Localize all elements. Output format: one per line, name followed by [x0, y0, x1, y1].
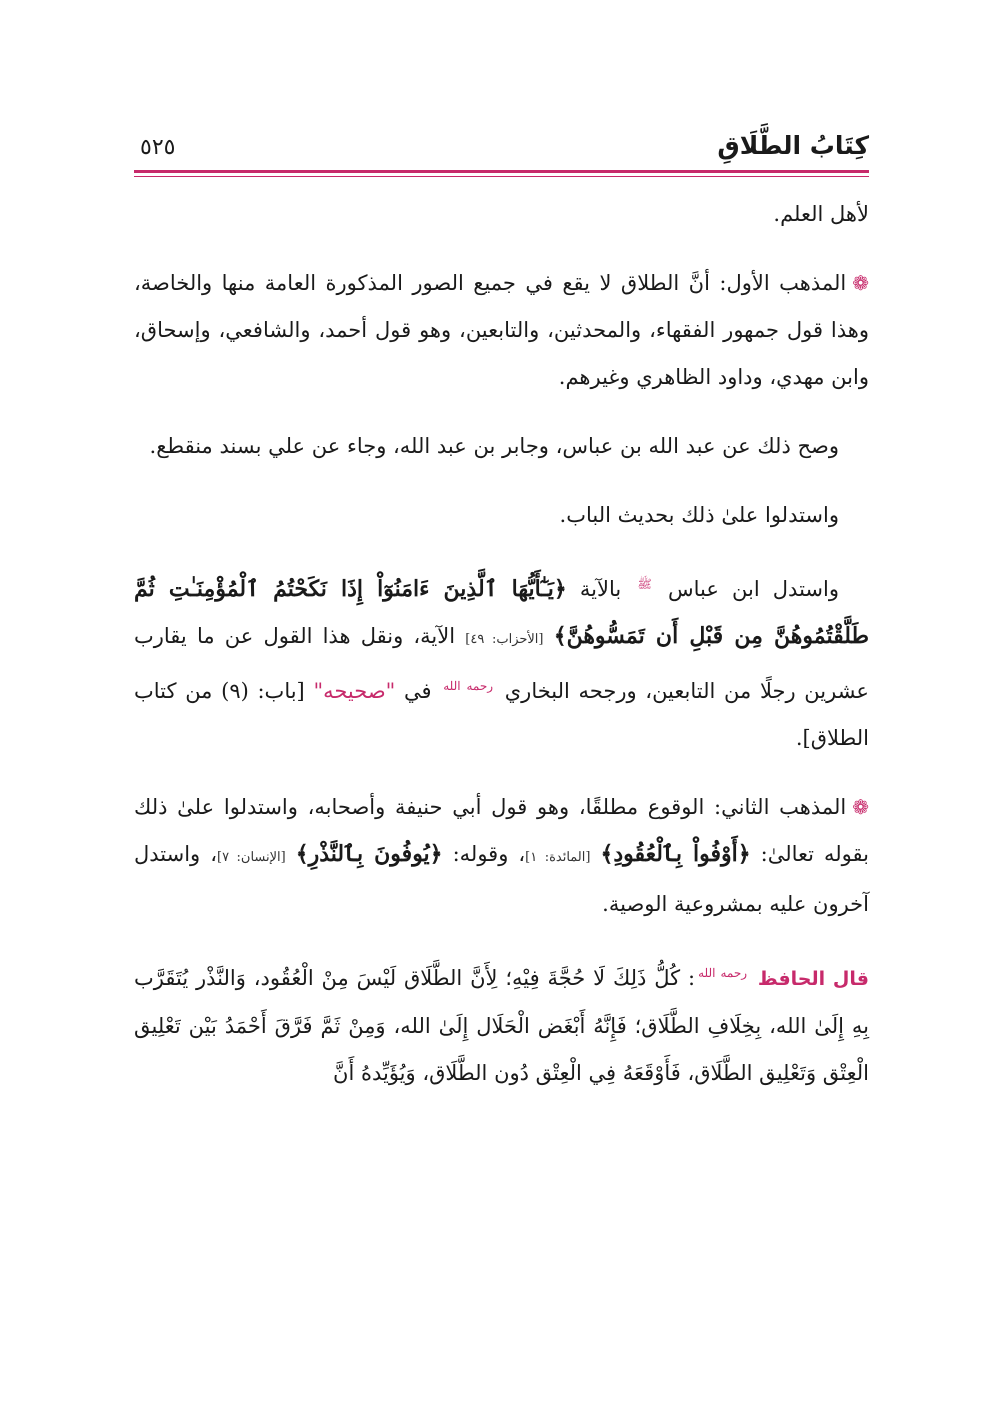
honorific-glyph: رحمه الله — [698, 966, 748, 980]
page-header — [134, 112, 869, 160]
quran-verse: ﴿يُوفُونَ بِٱلنَّذْرِ﴾ — [295, 841, 443, 867]
paragraph-2: وصح ذلك عن عبد الله بن عباس، وجابر بن عبد الله، وجاء عن علي بسند منقطع. — [149, 434, 839, 458]
page — [134, 112, 869, 1119]
verse-reference: [الأحزاب: ٤٩] — [465, 632, 544, 647]
honorific-glyph: رحمه الله — [443, 679, 494, 693]
flower-bullet-icon: ❁ — [852, 795, 869, 819]
book-title: كِتَابُ الطَّلَاقِ — [717, 131, 869, 160]
verse-reference: [المائدة: ١] — [525, 850, 591, 865]
paragraph-1: ❁المذهب الأول: أنَّ الطلاق لا يقع في جميع الصور المذكورة العامة منها والخاصة، وهذا قول جمهور الفقهاء، والمحدثين، والتابعين، وهو قول أحمد، والشافعي، وإسحاق، وابن مهدي، وداود الظاهري وغيرهم. — [134, 271, 869, 389]
quran-verse: ﴿يَـٰٓأَيُّهَا ٱلَّذِينَ ءَامَنُوٓاْ إِذَا نَكَحْتُمُ ٱلْمُؤْمِنَـٰتِ ثُمَّ طَلَّقْتُمُوهُنَّ مِن قَبْلِ أَن تَمَسُّوهُنَّ﴾ — [134, 576, 870, 649]
page-number: ٥٢٥ — [140, 135, 176, 160]
header-rule-thin — [134, 176, 869, 177]
verse-reference: [الإنسان: ٧] — [216, 850, 286, 865]
hafidh-label: قال الحافظ — [757, 968, 869, 990]
paragraph-0: لأهل العلم. — [773, 202, 869, 226]
paragraph-5: ❁المذهب الثاني: الوقوع مطلقًا، وهو قول أبي حنيفة وأصحابه، واستدلوا علىٰ ذلك بقوله تعالىٰ: ﴿أَوْفُواْ بِٱلْعُقُودِ﴾ [المائدة: ١]، وقوله: ﴿يُوفُونَ بِٱلنَّذْرِ﴾ [الإنسان: ٧]، واستدل آخرون عليه بمشروعية الوصية. — [134, 795, 869, 916]
paragraph-6: قال الحافظ $^{رحمه الله}$: كُلُّ ذَلِكَ لَا حُجَّةَ فِيْهِ؛ لِأَنَّ الطَّلَاق لَيْسَ مِنْ الْعُقُود، وَالنَّذْر يُتَقَرَّب بِهِ إِلَىٰ الله، بِخِلَافِ الطَّلَاق؛ فَإِنَّهُ أَبْغَض الْحَلَال إِلَىٰ الله، وَمِنْ ثَمَّ فَرَّقَ أَحْمَدُ بَيْن تَعْلِيق الْعِتْق وَتَعْلِيق الطَّلَاق، فَأَوْقَعَهُ فِي الْعِتْق دُون الطَّلَاق، وَيُؤَيِّدهُ أَنَّ — [134, 966, 869, 1085]
paragraph-3: واستدلوا علىٰ ذلك بحديث الباب. — [559, 503, 839, 527]
quran-verse: ﴿أَوْفُواْ بِٱلْعُقُودِ﴾ — [600, 841, 751, 867]
book-reference: "صحيحه" — [313, 679, 396, 703]
paragraph-4: واستدل ابن عباس $^ﷺ$ بالآية ﴿يَـٰٓأَيُّهَا ٱلَّذِينَ ءَامَنُوٓاْ إِذَا نَكَحْتُمُ ٱلْمُؤْمِنَـٰتِ ثُمَّ طَلَّقْتُمُوهُنَّ مِن قَبْلِ أَن تَمَسُّوهُنَّ﴾ [الأحزاب: ٤٩] الآية، ونقل هذا القول عن ما يقارب عشرين رجلًا من التابعين، ورجحه البخاري $^{رحمه الله}$ في "صحيحه" [باب: (٩) من كتاب الطلاق]. — [134, 576, 870, 750]
page-content — [134, 191, 869, 1097]
honorific-glyph: ﷺ — [637, 577, 652, 591]
header-rule-thick — [134, 170, 869, 173]
flower-bullet-icon: ❁ — [852, 271, 869, 295]
